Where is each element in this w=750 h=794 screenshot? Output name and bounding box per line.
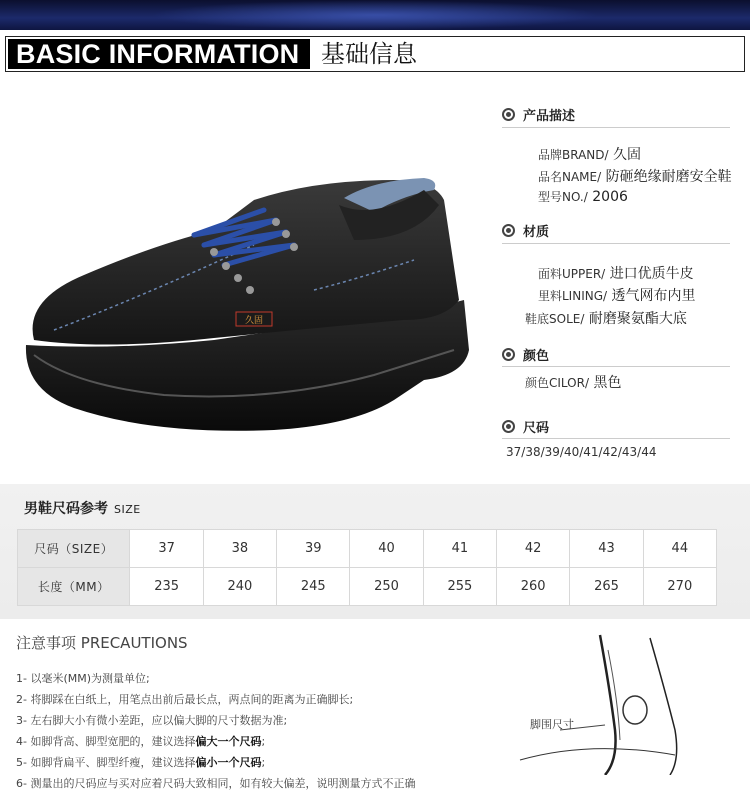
table-cell: 240	[203, 568, 276, 606]
model-value: 2006	[592, 189, 628, 205]
model-row	[538, 188, 628, 205]
lining-value: 透气网布内里	[611, 288, 696, 304]
size-table	[17, 529, 717, 606]
color-heading	[502, 345, 549, 364]
table-cell: 260	[497, 568, 570, 606]
color-value: 黑色	[593, 375, 622, 391]
model-label: 型号NO./	[538, 190, 588, 204]
name-value: 防砸绝缘耐磨安全鞋	[605, 169, 732, 185]
table-cell: 270	[643, 568, 716, 606]
color-label: 颜色CILOR/	[525, 376, 590, 390]
table-cell: 43	[570, 530, 643, 568]
section-title-cn: 基础信息	[321, 40, 417, 68]
foot-circumference-label: 脚围尺寸	[530, 718, 574, 731]
section-title-en: BASIC INFORMATION	[8, 39, 310, 69]
table-cell: 38	[203, 530, 276, 568]
table-cell: 37	[130, 530, 203, 568]
table-cell: 44	[643, 530, 716, 568]
bullet-icon	[502, 224, 515, 237]
table-header-size: 尺码（SIZE）	[18, 530, 130, 568]
size-list: 37/38/39/40/41/42/43/44	[506, 445, 657, 459]
foot-sketch-image	[500, 630, 750, 775]
table-header-length: 长度（MM）	[18, 568, 130, 606]
table-row	[18, 530, 717, 568]
name-row	[538, 166, 732, 186]
table-cell: 235	[130, 568, 203, 606]
divider	[502, 127, 730, 128]
table-cell: 41	[423, 530, 496, 568]
bullet-icon	[502, 348, 515, 361]
material-heading	[502, 221, 549, 240]
table-cell: 245	[277, 568, 350, 606]
top-banner	[0, 0, 750, 30]
bullet-icon	[502, 420, 515, 433]
size-heading	[502, 417, 549, 436]
divider	[502, 438, 730, 439]
list-item: 3- 左右脚大小有微小差距，应以偏大脚的尺寸数据为准;	[16, 714, 288, 727]
material-heading-text: 材质	[523, 225, 550, 240]
list-item: 5- 如脚背扁平、脚型纤瘦，建议选择偏小一个尺码;	[16, 756, 266, 769]
list-item: 1- 以毫米(MM)为测量单位;	[16, 672, 150, 685]
shoe-image	[14, 150, 484, 450]
size-table-title	[24, 498, 141, 518]
upper-value: 进口优质牛皮	[609, 266, 694, 282]
table-cell: 40	[350, 530, 423, 568]
divider	[502, 366, 730, 367]
divider	[502, 243, 730, 244]
list-item: 6- 测量出的尺码应与买对应着尺码大致相同，如有较大偏差，说明测量方式不正确	[16, 777, 416, 790]
size-heading-text: 尺码	[523, 421, 550, 436]
list-item: 2- 将脚踩在白纸上，用笔点出前后最长点，两点间的距离为正确脚长;	[16, 693, 354, 706]
upper-row	[538, 263, 694, 283]
list-item: 4- 如脚背高、脚型宽肥的，建议选择偏大一个尺码;	[16, 735, 266, 748]
size-table-title-en: SIZE	[114, 503, 141, 516]
table-cell: 250	[350, 568, 423, 606]
desc-heading	[502, 105, 575, 124]
table-cell: 39	[277, 530, 350, 568]
precautions-list	[16, 668, 415, 794]
table-cell: 255	[423, 568, 496, 606]
upper-label: 面料UPPER/	[538, 267, 606, 281]
sole-value: 耐磨聚氨酯大底	[588, 311, 687, 327]
name-label: 品名NAME/	[538, 170, 602, 184]
color-row	[525, 372, 621, 392]
desc-heading-text: 产品描述	[523, 109, 576, 124]
table-cell: 265	[570, 568, 643, 606]
lining-label: 里料LINING/	[538, 289, 608, 303]
table-row	[18, 568, 717, 606]
brand-value: 久固	[613, 147, 642, 163]
lining-row	[538, 285, 696, 305]
brand-row	[538, 144, 641, 164]
brand-label: 品牌BRAND/	[538, 148, 609, 162]
bullet-icon	[502, 108, 515, 121]
precautions-title: 注意事项 PRECAUTIONS	[16, 634, 188, 652]
color-heading-text: 颜色	[523, 349, 550, 364]
logo-text: 久固	[244, 316, 264, 326]
table-cell: 42	[497, 530, 570, 568]
sole-label: 鞋底SOLE/	[525, 312, 585, 326]
size-table-title-cn: 男鞋尺码参考	[24, 501, 108, 517]
sole-row	[525, 308, 687, 328]
